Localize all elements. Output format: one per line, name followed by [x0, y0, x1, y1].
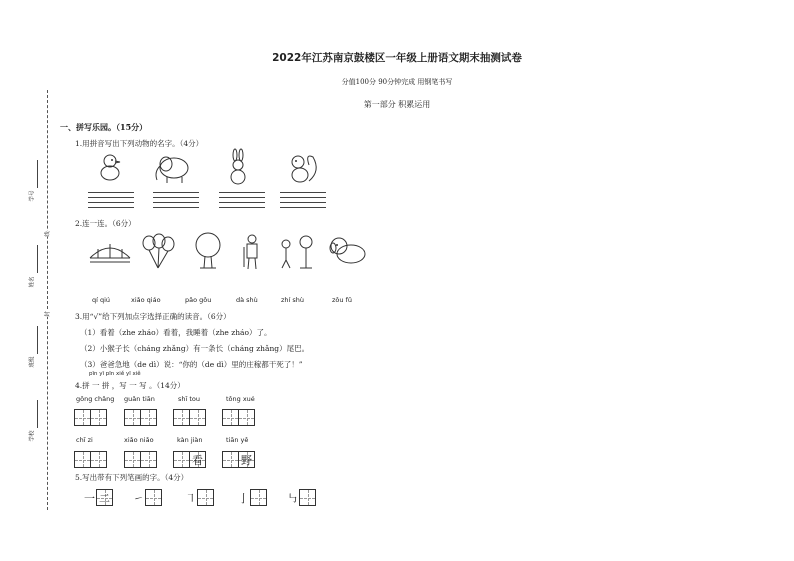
pinyin-prompt: xiǎo niǎo: [124, 436, 154, 444]
example-char: 二: [99, 491, 110, 505]
question-4: 4.拼 一 拼 ，写 一 写 。（14分）: [75, 381, 185, 390]
pinyin-option: zǒu fǔ: [332, 296, 352, 304]
section-heading: 一、拼写乐园。（15分）: [60, 122, 148, 132]
tianzige-pair[interactable]: [75, 451, 107, 468]
pinyin-prompt: tǒng xué: [226, 395, 255, 403]
label-name: 姓名: [29, 276, 36, 288]
pinyin-prompt: kàn jiàn: [177, 436, 203, 444]
stroke-glyph: 亅: [238, 491, 249, 505]
page-title: 2022年江苏南京鼓楼区一年级上册语文期末抽测试卷: [272, 52, 522, 64]
balloons-image: [141, 234, 175, 270]
fill-line: [37, 245, 38, 273]
rabbit-image: [226, 150, 250, 186]
stroke-glyph: ㇕: [185, 491, 196, 505]
pinyin-prompt: shī tou: [178, 395, 201, 403]
stroke-item[interactable]: [176, 489, 214, 506]
pinyin-prompt: guǎn tiān: [124, 395, 155, 403]
question-3: 3.用“√”给下列加点字选择正确的读音。（6分）: [75, 312, 231, 321]
planting-image: [276, 234, 320, 270]
tianzige-pair[interactable]: [75, 409, 107, 426]
question-4-pinyin: pīn yī pīn xiě yī xiě: [89, 371, 141, 377]
elephant-image: [152, 152, 194, 184]
answer-line-box[interactable]: [280, 192, 326, 209]
label-student-id: 学号: [29, 190, 36, 202]
pinyin-prompt: chī zi: [76, 436, 93, 444]
pinyin-option: pǎo gǒu: [185, 296, 212, 304]
pinyin-option: qí qiú: [92, 296, 111, 304]
tianzige-pair[interactable]: 看: [174, 451, 206, 468]
fill-line: [37, 160, 38, 188]
question-1: 1.用拼音写出下列动物的名字。（4分）: [75, 139, 204, 148]
tianzige-pair[interactable]: [223, 409, 255, 426]
fill-line: [37, 400, 38, 428]
pinyin-option: zhí shù: [281, 296, 305, 304]
question-2: 2.连一连。（6分）: [75, 219, 136, 228]
part-heading: 第一部分 积累运用: [363, 100, 431, 109]
old-man-image: [240, 233, 264, 271]
stroke-item[interactable]: [124, 489, 162, 506]
seal-mark: 封: [44, 311, 51, 317]
question-3-item: （1）看着（zhe zháo）看着，我睡着（zhe zháo）了。: [80, 328, 272, 337]
tianzige-pair[interactable]: [223, 451, 255, 468]
stroke-item[interactable]: [229, 489, 267, 506]
given-char: [174, 452, 189, 467]
answer-line-box[interactable]: [219, 192, 265, 209]
fill-line: [37, 326, 38, 354]
answer-line-box[interactable]: [153, 192, 199, 209]
stroke-item[interactable]: [75, 489, 113, 506]
stroke-glyph: ㇀: [133, 491, 144, 505]
stroke-glyph: 一: [84, 491, 95, 505]
tianzige-pair[interactable]: [174, 409, 206, 426]
stroke-item[interactable]: [278, 489, 316, 506]
exam-info: 分值100分 90分钟完成 用钢笔书写: [341, 78, 453, 86]
given-char: 野: [241, 453, 252, 467]
chick-image: [95, 152, 125, 182]
bridge-image: [88, 236, 132, 266]
seal-mark: 线: [44, 231, 51, 237]
label-school: 学校: [29, 430, 36, 442]
tianzige-pair[interactable]: [125, 409, 157, 426]
pinyin-prompt: gōng chǎng: [76, 395, 115, 403]
binding-line: [47, 90, 48, 510]
question-5: 5.写出带有下列笔画的字。（4分）: [75, 473, 189, 482]
dog-image: [328, 234, 368, 268]
question-3-item: （2）小猴子长（cháng zhǎng）有一条长（cháng zhǎng）尾巴。: [80, 344, 310, 353]
pinyin-option: xiǎo qiáo: [131, 296, 161, 304]
stroke-glyph: ㇉: [287, 491, 298, 505]
tree-image: [190, 232, 226, 270]
squirrel-image: [285, 151, 321, 185]
question-3-item: （3）爸爸急地（de dì）说：“你的（de dì）里的庄稼都干死了！”: [80, 360, 303, 369]
pinyin-option: dà shù: [236, 296, 258, 304]
pinyin-prompt: tiān yě: [226, 436, 249, 444]
answer-line-box[interactable]: [88, 192, 134, 209]
label-class: 班级: [29, 356, 36, 368]
tianzige-pair[interactable]: [125, 451, 157, 468]
